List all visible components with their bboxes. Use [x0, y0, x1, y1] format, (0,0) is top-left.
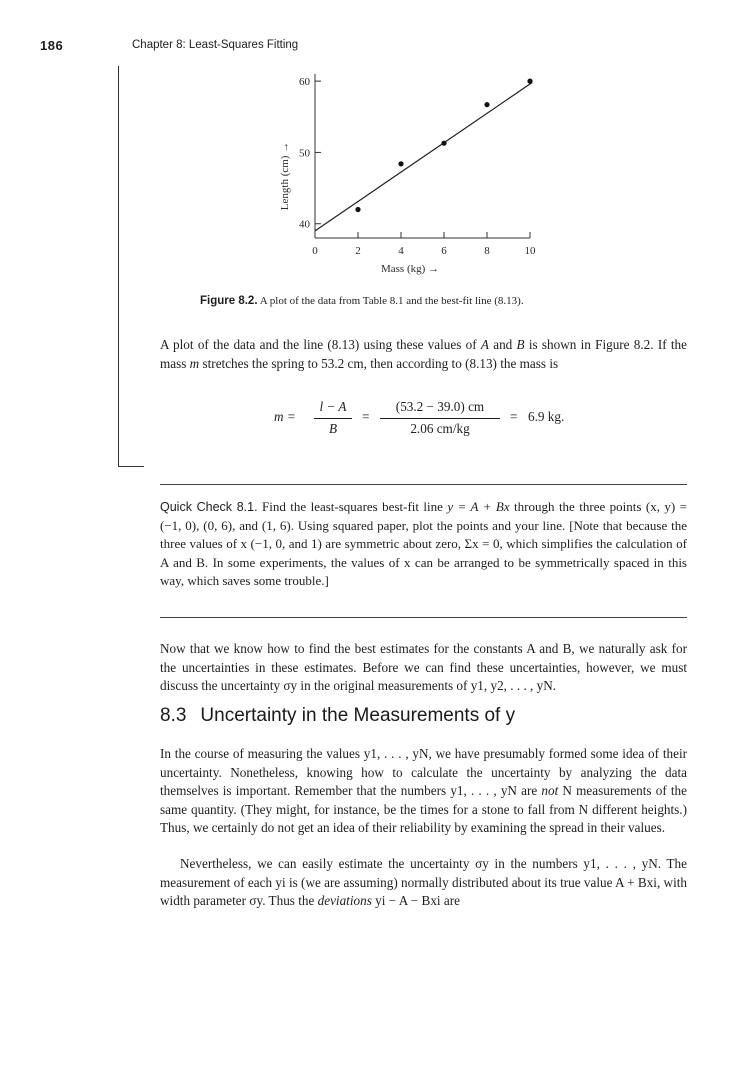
equation-numerator-1: l − A	[319, 399, 347, 414]
quick-check-label: Quick Check 8.1.	[160, 500, 258, 514]
x-tick-label: 10	[524, 245, 536, 257]
equation-denominator-2: 2.06 cm/kg	[410, 421, 470, 436]
figure-caption-label: Figure 8.2.	[200, 295, 258, 307]
section-number: 8.3	[160, 705, 187, 726]
equation-equals-3: =	[510, 409, 518, 424]
fraction-bar-2	[380, 418, 500, 419]
x-axis-label: Mass (kg) →	[380, 263, 440, 275]
data-point	[441, 141, 446, 146]
equation-equals-2: =	[362, 409, 370, 424]
y-tick-label: 60	[299, 76, 310, 89]
figure-caption	[200, 295, 524, 307]
x-tick-label: 8	[484, 245, 490, 257]
figure-caption-text: A plot of the data from Table 8.1 and the best-fit line (8.13).	[259, 295, 524, 307]
x-tick-label: 4	[398, 245, 404, 257]
y-tick-label: 40	[299, 218, 310, 231]
quick-check-top-rule	[160, 484, 687, 485]
quick-check-bottom-rule	[160, 617, 687, 618]
plot-marks	[315, 79, 533, 231]
quick-check-8-1: Quick Check 8.1. Find the least-squares best-fit line y = A + Bx through the three points (x, y) = (−1, 0), (0, 6), and (1, 6). Using squared paper, plot the points and your line. [Note that because the three values of x (−1, 0, and 1) are symmetric about zero, Σx = 0, which simplifies the calculation of A and B. In some experiments, the values of x can be arranged to be symmetrically spaced in this way, which saves some trouble.]	[160, 499, 688, 588]
paragraph-estimate-sigma: Nevertheless, we can easily estimate the uncertainty σy in the numbers y1, . . . , yN. The measurement of each yi is (we are assuming) normally distributed about its true value A + Bxi, with width parameter σy. Thus the deviations yi − A − Bxi are	[160, 856, 687, 908]
equation-denominator-1: B	[328, 421, 338, 436]
equation-result: 6.9 kg.	[528, 409, 565, 424]
data-point	[484, 102, 489, 107]
page-number: 186	[40, 38, 64, 53]
page-header	[40, 38, 690, 58]
section-heading	[160, 705, 515, 727]
equation-lhs: m =	[274, 409, 296, 424]
y-tick-label: 50	[299, 147, 310, 160]
paragraph-figure-reference: A plot of the data and the line (8.13) using these values of A and B is shown in Figure 8.2. If the mass m stretches the spring to 53.2 cm, then according to (8.13) the mass is	[160, 337, 687, 371]
figure-8-2-plot	[260, 66, 560, 286]
paragraph-uncertainties-intro: Now that we know how to find the best estimates for the constants A and B, we naturally ask for the uncertainties in these estimates. Before we can find these uncertainties, however, we must discuss the uncertainty σy in the original measurements of y1, y2, . . . , yN.	[160, 641, 687, 693]
running-head: Chapter 8: Least-Squares Fitting	[132, 39, 299, 51]
example-sidebar-foot	[118, 466, 144, 467]
section-title-text: Uncertainty in the Measurements of y	[200, 705, 516, 726]
y-axis-label: Length (cm) →	[279, 141, 291, 211]
example-sidebar-rule	[118, 66, 119, 466]
x-tick-label: 0	[312, 245, 318, 257]
plot-axes	[299, 74, 536, 257]
equation-numerator-2: (53.2 − 39.0) cm	[395, 399, 485, 414]
data-point	[398, 161, 403, 166]
data-point	[527, 79, 532, 84]
data-point	[355, 207, 360, 212]
equation-mass	[274, 396, 634, 440]
x-tick-label: 6	[441, 245, 447, 257]
best-fit-line	[315, 83, 532, 231]
paragraph-measurement-uncertainty: In the course of measuring the values y1, . . . , yN, we have presumably formed some idea of their uncertainty. Nonetheless, knowing how to calculate the uncertainty by analyzing the data themselves is important. Remember that the numbers y1, . . . , yN are not N measurements of the same quantity. (They might, for instance, be the times for a stone to fall from N different heights.) Thus, we certainly do not get an idea of their reliability by examining the spread in their values.	[160, 746, 688, 835]
x-tick-label: 2	[355, 245, 361, 257]
fraction-bar-1	[314, 418, 352, 419]
